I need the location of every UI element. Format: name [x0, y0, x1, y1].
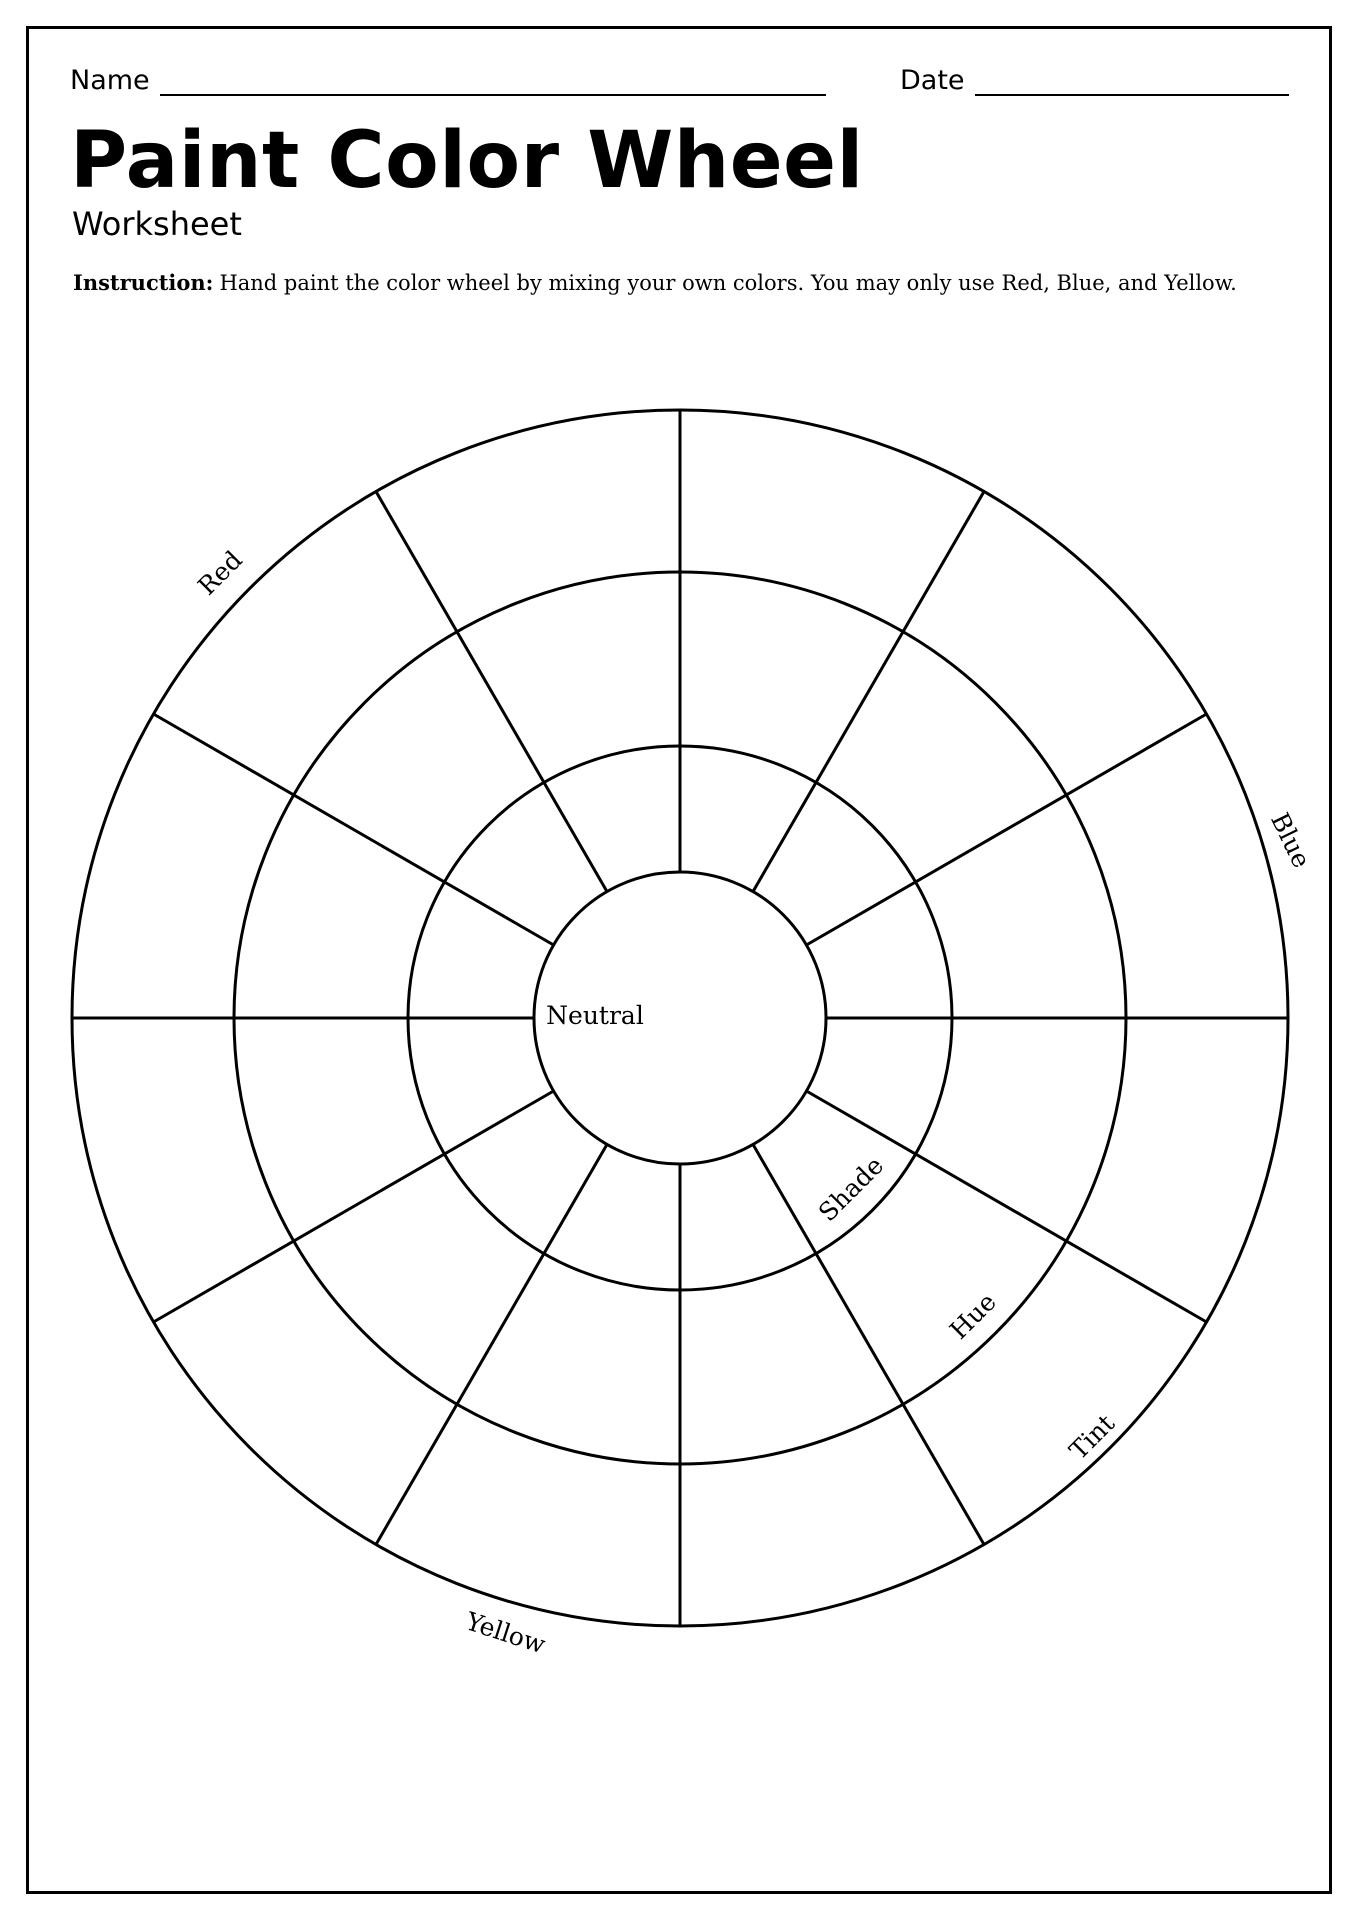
label-neutral: Neutral — [546, 1001, 644, 1030]
label-red: Red — [192, 545, 248, 601]
name-label: Name — [70, 65, 150, 96]
label-shade: Shade — [812, 1150, 890, 1228]
instruction-label: Instruction: — [73, 270, 214, 295]
segment-divider — [376, 1144, 607, 1544]
segment-divider — [806, 714, 1206, 945]
page-subtitle: Worksheet — [72, 205, 242, 243]
label-yellow: Yellow — [462, 1606, 549, 1660]
segment-divider — [154, 1091, 554, 1322]
segment-divider — [154, 714, 554, 945]
instruction-text: Hand paint the color wheel by mixing your own colors. You may only use Red, Blue, and Yellow. — [219, 271, 1237, 295]
wheel-labels — [192, 545, 1316, 1659]
page-title: Paint Color Wheel — [70, 116, 864, 206]
label-tint: Tint — [1063, 1408, 1121, 1466]
date-label: Date — [900, 65, 965, 96]
segment-divider — [753, 492, 984, 892]
segment-divider — [376, 492, 607, 892]
segment-divider — [753, 1144, 984, 1544]
label-hue: Hue — [944, 1287, 1002, 1345]
label-blue: Blue — [1265, 808, 1317, 873]
segment-divider — [806, 1091, 1206, 1322]
